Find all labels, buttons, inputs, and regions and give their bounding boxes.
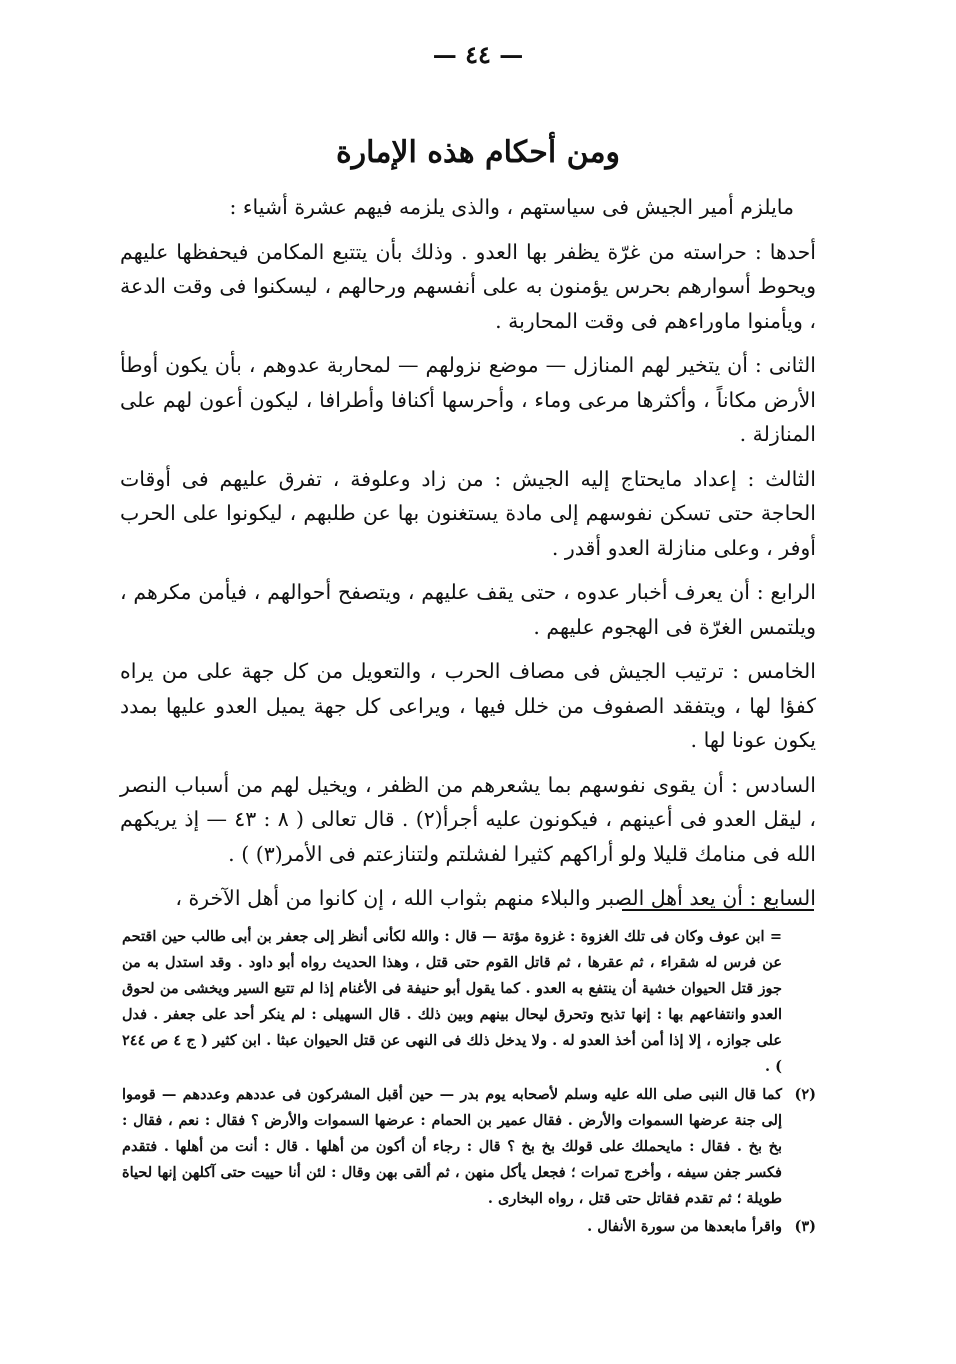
paragraph-third: الثالث : إعداد مايحتاج إليه الجيش : من زاد وعلوفة ، تفرق عليهم فى أوقات الحاجة حتى تسكن نفوسهم إلى مادة يستغنون بها عن طلبهم ، ليكونوا على الحرب أوفر ، وعلى منازلة العدو أقدر . [120, 466, 816, 560]
paragraph-fourth: الرابع : أن يعرف أخبار عدوه ، حتى يقف عليهم ، ويتصفح أحوالهم ، فيأمن مكرهم ، ويلتمس الغرّة فى الهجوم عليهم . [120, 580, 816, 639]
footnote-mark: (٢) [794, 1086, 816, 1103]
paragraph-sixth: السادس : أن يقوى نفوسهم بما يشعرهم من الظفر ، ويخيل لهم من أسباب النصر ، ليقل العدو فى أعينهم ، فيكونون عليه أجرأ(٢) . قال تعالى ( ٨ : ٤٣ — إذ يريكهم الله فى منامك قليلا ولو أراكهم كثيرا لفشلتم ولتنازعتم فى الأمر(٣) ) . [120, 772, 816, 866]
footnote-text: واقرأ مابعدها من سورة الأنفال . [587, 1218, 782, 1235]
paragraph-fifth: الخامس : ترتيب الجيش فى مصاف الحرب ، والتعويل من كل جهة على من يراه كفؤا لها ، ويتفقد الصفوف من خلل فيها ، ويراعى كل جهة يميل العدو عليها بمدد يكون عونا لها . [120, 659, 816, 752]
page-number: — ٤٤ — [432, 40, 524, 69]
main-text [120, 190, 816, 926]
footnote-3 [122, 1214, 816, 1240]
paragraph-seventh: السابع : أن يعد أهل الصبر والبلاء منهم بثواب الله ، إن كانوا من أهل الآخرة ، [175, 886, 816, 910]
footnote-2 [122, 1082, 816, 1212]
footnotes [122, 924, 816, 1242]
footnote-mark: (٣) [794, 1218, 816, 1235]
section-heading: ومن أحكام هذه الإمارة [335, 135, 621, 170]
footnote-continued [122, 924, 816, 1080]
footnote-text: = ابن عوف وكان فى تلك الغزوة : غزوة مؤتة — قال : والله لكأنى أنظر إلى جعفر بن أبى طالب حين اقتحم عن فرس له شقراء ، ثم عقرها ، ثم قاتل القوم حتى قتل ، وهذا الحديث رواه أبو داود . وقد استدل به من جوز قتل الحيوان خشية أن ينتفع به العدو . كما يقول أبو حنيفة فى الأغنام إذا لم تتبع السير ويخشى من لحوق العدو وانتفاعهم بها : إنها تذبح وتحرق ليحال بينهم وبين ذلك . قال السهيلى : لم ينكر أحد على جعفر . فدل على جوازه ، إلا إذا أمن أخذ العدو له . ولا يدخل ذلك فى النهى عن قتل الحيوان عبثا . ابن كثير ( ج ٤ ص ٢٤٤ ) . [122, 928, 782, 1075]
intro-paragraph: مايلزم أمير الجيش فى سياستهم ، والذى يلزمه فيهم عشرة أشياء : [229, 195, 794, 219]
footnote-divider [622, 909, 814, 911]
paragraph-second: الثانى : أن يتخير لهم المنازل — موضع نزولهم — لمحاربة عدوهم ، بأن يكون أوطأ الأرض مكاناً ، وأكثرها مرعى وماء ، وأحرسها أكنافا وأطرافا ، ليكون أعون لهم على المنازلة . [120, 353, 816, 446]
footnote-mark [782, 924, 816, 1080]
paragraph-first: أحدها : حراسته من غرّة يظفر بها العدو . وذلك بأن يتتبع المكامن فيحفظها عليهم ويحوط أسوارهم بحرس يؤمنون به على أنفسهم ورحالهم ، ليسكنوا فى وقت الدعة ، ويأمنوا ماوراءهم فى وقت المحاربة . [120, 239, 816, 333]
footnote-text: كما قال النبى صلى الله عليه وسلم لأصحابه يوم بدر — حين أقبل المشركون فى عددهم وعددهم — قوموا إلى جنة عرضها السموات والأرض . فقال عمير بن الحمام : عرضها السموات والأرض ؟ فقال : نعم ، فقال : بخ بخ . فقال : مايحملك على قولك بخ بخ ؟ قال : رجاء أن أكون من أهلها . قال : أنت من أهلها . فتقدم فكسر جفن سيفه ، وأخرج تمرات ؛ فجعل يأكل منهن ، ثم ألقى بهن وقال : لئن أنا حييت حتى آكلهن إنها لحياة طويلة ؛ ثم تقدم فقاتل حتى قتل ، رواه البخارى . [122, 1086, 782, 1207]
